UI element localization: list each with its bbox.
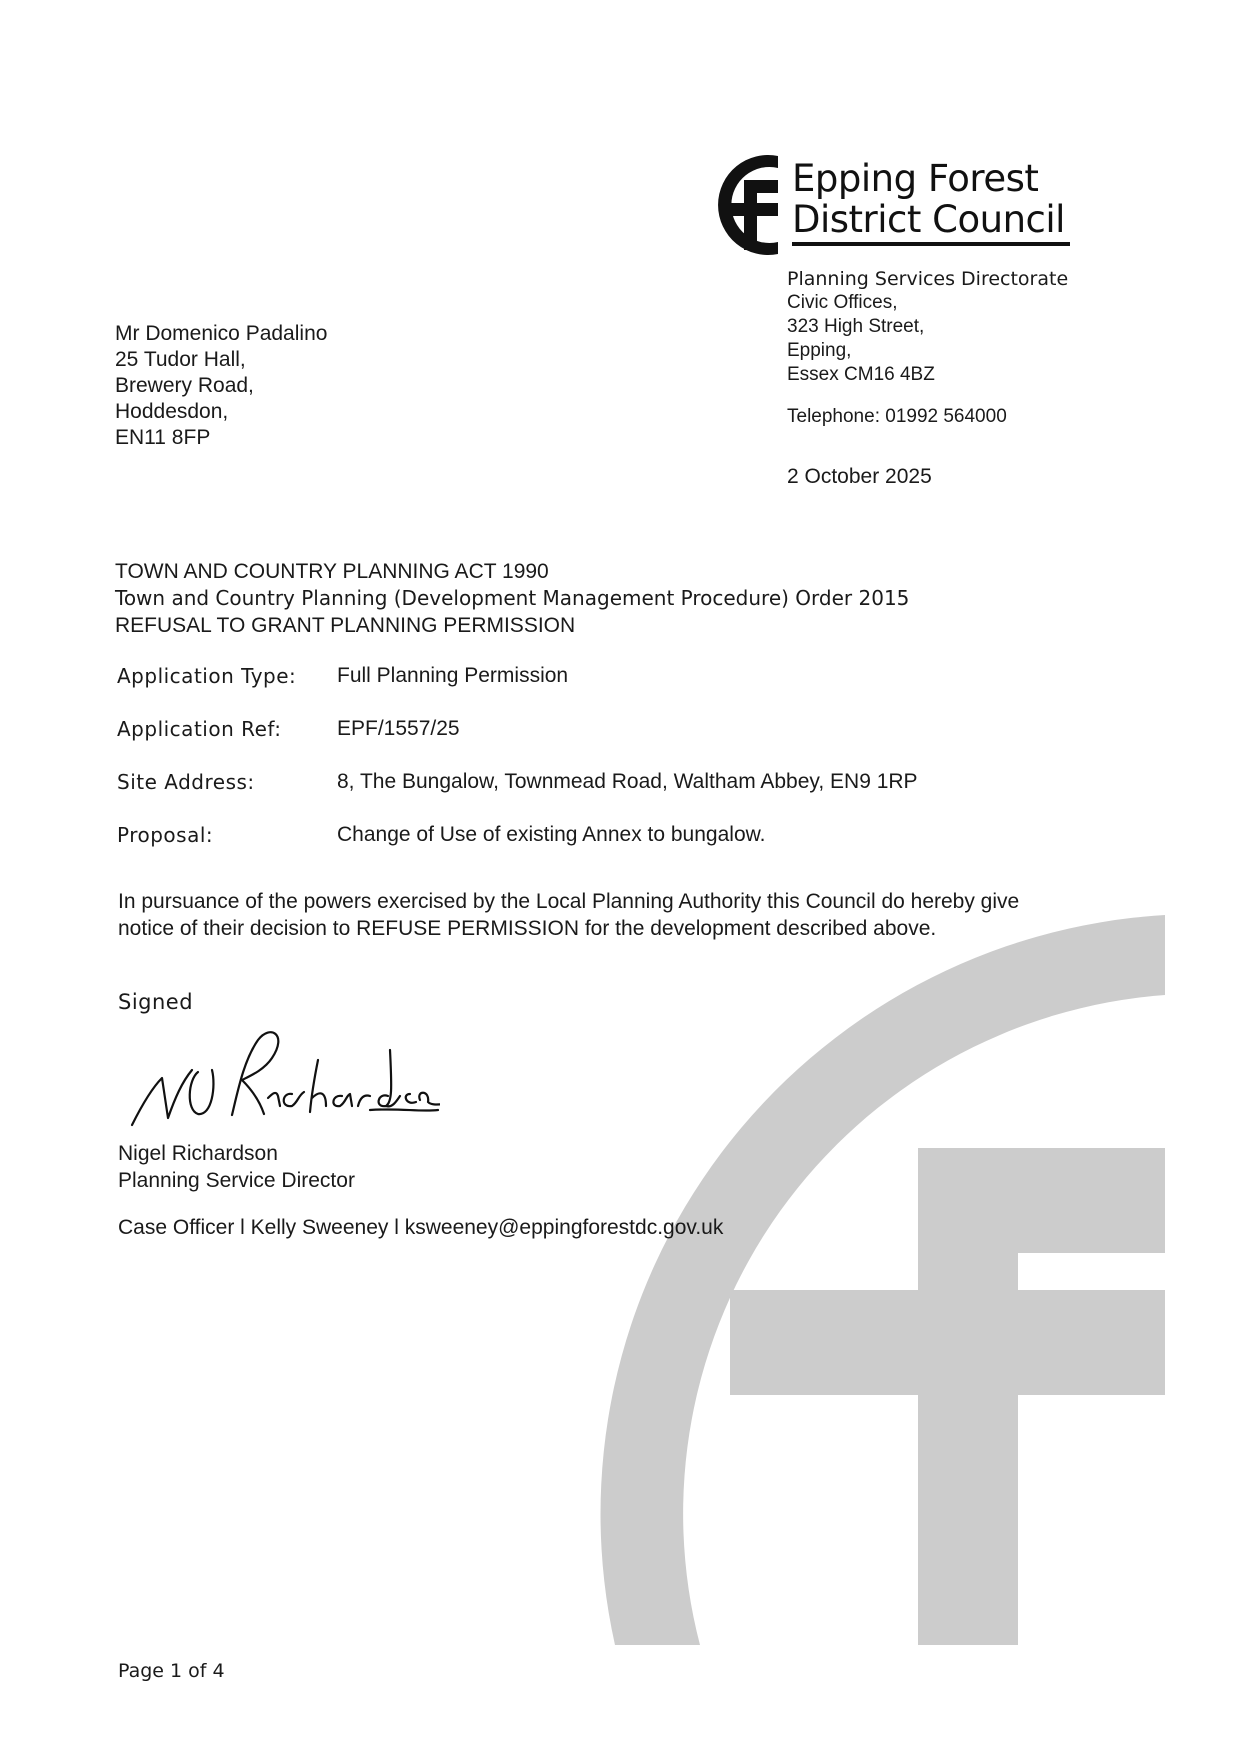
page-number: Page 1 of 4 bbox=[118, 1660, 225, 1682]
decision-line: notice of their decision to REFUSE PERMISSION for the development described above. bbox=[118, 917, 937, 940]
recipient-address-block bbox=[115, 321, 327, 451]
recipient-line: 25 Tudor Hall, bbox=[115, 348, 246, 371]
letter-date: 2 October 2025 bbox=[787, 465, 932, 488]
detail-row-site-address bbox=[117, 770, 918, 823]
signatory-title: Planning Service Director bbox=[118, 1169, 355, 1192]
recipient-line: Mr Domenico Padalino bbox=[115, 322, 328, 345]
detail-label: Site Address: bbox=[117, 770, 255, 794]
sender-address-line: Epping, bbox=[787, 340, 852, 361]
council-name bbox=[792, 158, 1065, 240]
detail-label: Application Type: bbox=[117, 664, 297, 688]
heading-act: TOWN AND COUNTRY PLANNING ACT 1990 bbox=[115, 560, 549, 583]
case-officer-line: Case Officer l Kelly Sweeney l ksweeney@eppingforestdc.gov.uk bbox=[118, 1216, 724, 1239]
ef-logo-mark-icon bbox=[700, 150, 792, 260]
recipient-line: Hoddesdon, bbox=[115, 400, 229, 423]
sender-address-line: 323 High Street, bbox=[787, 316, 925, 337]
sender-address-block bbox=[787, 267, 1068, 489]
detail-label: Proposal: bbox=[117, 823, 214, 847]
detail-row-application-ref bbox=[117, 717, 918, 770]
sender-address-line: Essex CM16 4BZ bbox=[787, 364, 935, 385]
sender-address-line: Civic Offices, bbox=[787, 292, 898, 313]
detail-value: 8, The Bungalow, Townmead Road, Waltham Abbey, EN9 1RP bbox=[337, 770, 918, 793]
detail-label: Application Ref: bbox=[117, 717, 282, 741]
signed-label: Signed bbox=[118, 990, 194, 1014]
detail-value: Change of Use of existing Annex to bungalow. bbox=[337, 823, 766, 846]
detail-value: EPF/1557/25 bbox=[337, 717, 460, 740]
council-name-line1: Epping Forest bbox=[792, 157, 1039, 200]
signatory-block bbox=[118, 1140, 355, 1194]
signatory-name: Nigel Richardson bbox=[118, 1142, 278, 1165]
sender-directorate: Planning Services Directorate bbox=[787, 268, 1069, 290]
heading-order: Town and Country Planning (Development Management Procedure) Order 2015 bbox=[115, 586, 910, 610]
detail-row-proposal bbox=[117, 823, 918, 876]
heading-refusal: REFUSAL TO GRANT PLANNING PERMISSION bbox=[115, 614, 576, 637]
logo-underline bbox=[792, 242, 1070, 246]
decision-line: In pursuance of the powers exercised by the Local Planning Authority this Council do hereby give bbox=[118, 890, 1020, 913]
recipient-line: Brewery Road, bbox=[115, 374, 254, 397]
recipient-line: EN11 8FP bbox=[115, 426, 211, 449]
application-details bbox=[117, 664, 918, 876]
decision-heading bbox=[115, 558, 909, 639]
council-logo bbox=[700, 150, 1090, 260]
detail-value: Full Planning Permission bbox=[337, 664, 569, 687]
sender-telephone: Telephone: 01992 564000 bbox=[787, 406, 1007, 427]
council-name-line2: District Council bbox=[792, 198, 1065, 241]
decision-paragraph bbox=[118, 888, 1118, 942]
detail-row-application-type bbox=[117, 664, 918, 717]
handwritten-signature bbox=[120, 1010, 440, 1140]
